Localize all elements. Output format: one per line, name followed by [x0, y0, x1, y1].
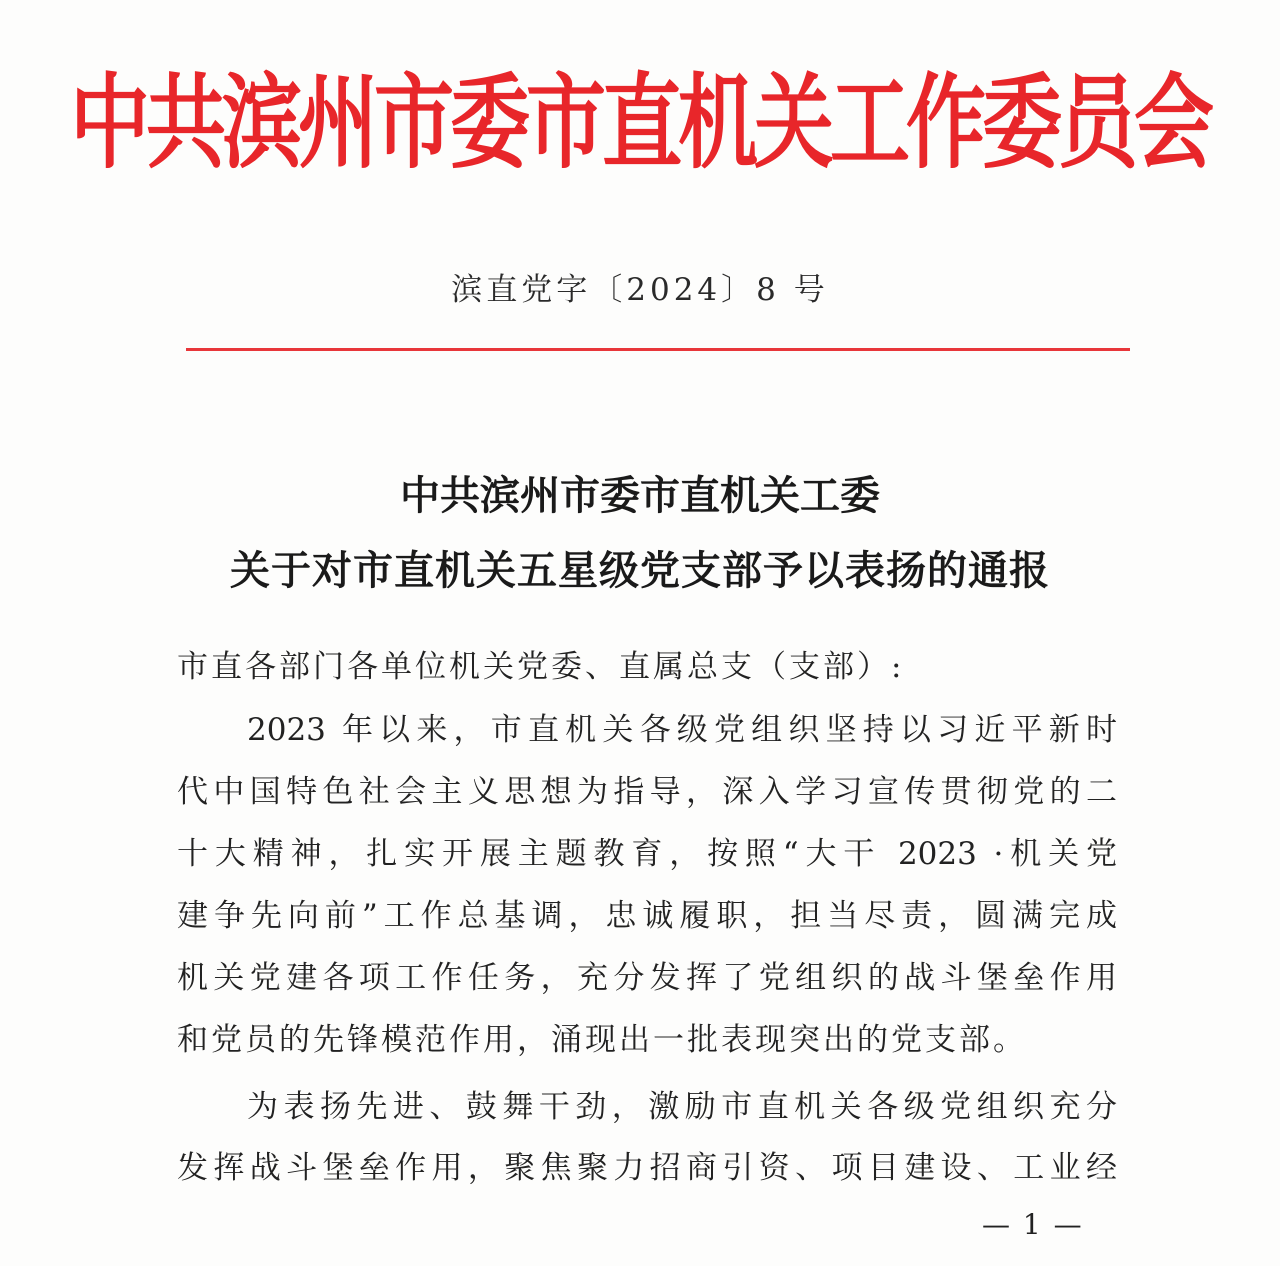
body-line: 和党员的先锋模范作用，涌现出一批表现突出的党支部。 — [177, 1022, 1027, 1058]
body-line: 机关党建各项工作任务，充分发挥了党组织的战斗堡垒作用 — [177, 960, 1117, 996]
body-line: 为表扬先进、鼓舞干劲，激励市直机关各级党组织充分 — [247, 1089, 1117, 1125]
document-number: 滨直党字〔2024〕8 号 — [451, 272, 829, 308]
salutation: 市直各部门各单位机关党委、直属总支（支部）: — [177, 649, 905, 685]
red-masthead: 中共滨州市委市直机关工作委员会 — [70, 63, 1210, 183]
body-line: 发挥战斗堡垒作用，聚焦聚力招商引资、项目建设、工业经 — [177, 1150, 1117, 1186]
red-divider-line — [186, 348, 1130, 351]
document-title-line-1: 中共滨州市委市直机关工委 — [400, 473, 880, 519]
body-line: 2023 年以来，市直机关各级党组织坚持以习近平新时 — [247, 712, 1117, 748]
body-line: 代中国特色社会主义思想为指导，深入学习宣传贯彻党的二 — [177, 774, 1117, 810]
body-line: 建争先向前”工作总基调，忠诚履职，担当尽责，圆满完成 — [177, 898, 1117, 934]
body-line: 十大精神，扎实开展主题教育，按照“大干 2023 ·机关党 — [177, 836, 1117, 872]
document-title-line-2: 关于对市直机关五星级党支部予以表扬的通报 — [230, 548, 1050, 594]
page-number: — 1 — — [982, 1208, 1084, 1241]
